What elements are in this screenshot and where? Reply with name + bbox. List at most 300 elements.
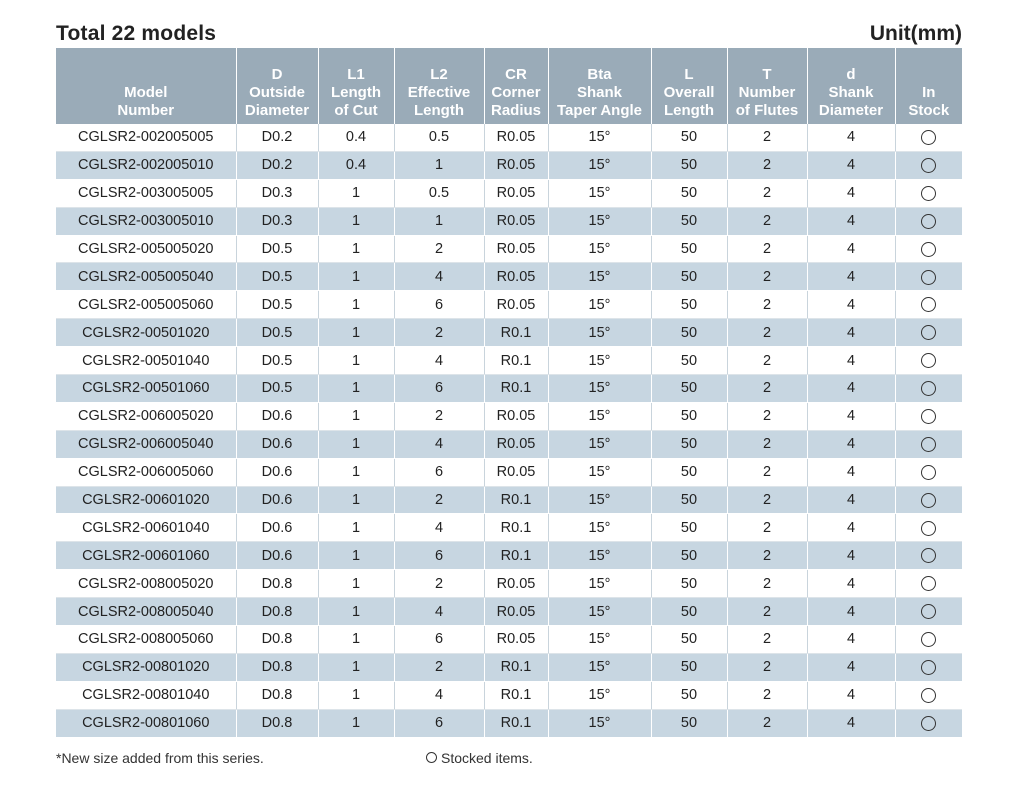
spec-cell: 2 bbox=[727, 263, 807, 291]
spec-cell: 2 bbox=[727, 681, 807, 709]
spec-cell: 2 bbox=[727, 319, 807, 347]
spec-cell: 50 bbox=[651, 514, 727, 542]
model-number-cell: CGLSR2-00501060 bbox=[56, 375, 236, 403]
in-stock-cell bbox=[895, 319, 962, 347]
column-header-line: In bbox=[922, 84, 936, 101]
spec-cell: 50 bbox=[651, 486, 727, 514]
table-row bbox=[56, 402, 962, 430]
spec-cell: 15° bbox=[548, 570, 651, 598]
spec-cell: 4 bbox=[807, 124, 895, 151]
spec-cell: 50 bbox=[651, 207, 727, 235]
spec-cell: 50 bbox=[651, 430, 727, 458]
spec-cell: 50 bbox=[651, 291, 727, 319]
spec-cell: 4 bbox=[807, 709, 895, 737]
open-circle-icon bbox=[921, 465, 936, 480]
spec-cell: 15° bbox=[548, 263, 651, 291]
spec-cell: 15° bbox=[548, 681, 651, 709]
spec-cell: 1 bbox=[318, 514, 394, 542]
spec-cell: 1 bbox=[318, 598, 394, 626]
spec-cell: D0.6 bbox=[236, 458, 318, 486]
spec-cell: 4 bbox=[807, 291, 895, 319]
column-header-line: Overall bbox=[663, 84, 715, 101]
table-row bbox=[56, 570, 962, 598]
in-stock-cell bbox=[895, 486, 962, 514]
model-spec-table bbox=[56, 48, 962, 738]
spec-cell: 1 bbox=[318, 542, 394, 570]
spec-cell: D0.6 bbox=[236, 486, 318, 514]
spec-cell: D0.6 bbox=[236, 542, 318, 570]
spec-cell: 2 bbox=[727, 430, 807, 458]
spec-cell: 50 bbox=[651, 375, 727, 403]
column-header bbox=[895, 48, 962, 124]
spec-cell: 15° bbox=[548, 486, 651, 514]
table-row bbox=[56, 375, 962, 403]
spec-cell: 4 bbox=[807, 542, 895, 570]
spec-cell: 1 bbox=[394, 207, 484, 235]
spec-cell: 0.5 bbox=[394, 179, 484, 207]
table-header-row bbox=[56, 48, 962, 124]
open-circle-icon bbox=[921, 325, 936, 340]
table-row bbox=[56, 542, 962, 570]
spec-cell: D0.2 bbox=[236, 124, 318, 151]
column-header-line: of Cut bbox=[334, 102, 378, 119]
column-header-line: Taper Angle bbox=[556, 102, 642, 119]
in-stock-cell bbox=[895, 430, 962, 458]
open-circle-icon bbox=[921, 270, 936, 285]
column-header-line: L1 bbox=[347, 66, 365, 83]
model-number-cell: CGLSR2-00801020 bbox=[56, 653, 236, 681]
spec-cell: 2 bbox=[727, 598, 807, 626]
spec-cell: D0.6 bbox=[236, 514, 318, 542]
in-stock-cell bbox=[895, 124, 962, 151]
spec-cell: 1 bbox=[318, 179, 394, 207]
spec-cell: 50 bbox=[651, 570, 727, 598]
spec-cell: 1 bbox=[318, 319, 394, 347]
spec-cell: 2 bbox=[394, 319, 484, 347]
footnote-stocked-text: Stocked items. bbox=[441, 749, 533, 766]
spec-cell: 50 bbox=[651, 626, 727, 654]
model-number-cell: CGLSR2-00601060 bbox=[56, 542, 236, 570]
spec-cell: 15° bbox=[548, 124, 651, 151]
spec-cell: 0.4 bbox=[318, 151, 394, 179]
open-circle-icon bbox=[921, 548, 936, 563]
open-circle-icon bbox=[921, 214, 936, 229]
in-stock-cell bbox=[895, 179, 962, 207]
spec-cell: 4 bbox=[807, 235, 895, 263]
spec-cell: R0.1 bbox=[484, 514, 548, 542]
spec-cell: R0.1 bbox=[484, 542, 548, 570]
in-stock-cell bbox=[895, 514, 962, 542]
column-header bbox=[56, 48, 236, 124]
in-stock-cell bbox=[895, 263, 962, 291]
model-number-cell: CGLSR2-006005060 bbox=[56, 458, 236, 486]
spec-cell: 2 bbox=[727, 486, 807, 514]
column-header-line: Radius bbox=[490, 102, 541, 119]
model-number-cell: CGLSR2-002005005 bbox=[56, 124, 236, 151]
column-header-line: T bbox=[762, 66, 772, 83]
open-circle-icon bbox=[921, 158, 936, 173]
table-row bbox=[56, 681, 962, 709]
spec-cell: D0.2 bbox=[236, 151, 318, 179]
model-number-cell: CGLSR2-00801040 bbox=[56, 681, 236, 709]
spec-cell: 6 bbox=[394, 375, 484, 403]
in-stock-cell bbox=[895, 458, 962, 486]
spec-cell: 2 bbox=[727, 291, 807, 319]
spec-cell: 4 bbox=[394, 514, 484, 542]
spec-cell: 1 bbox=[318, 709, 394, 737]
model-number-cell: CGLSR2-008005020 bbox=[56, 570, 236, 598]
spec-cell: 1 bbox=[318, 430, 394, 458]
spec-cell: 15° bbox=[548, 542, 651, 570]
column-header bbox=[548, 48, 651, 124]
spec-cell: 15° bbox=[548, 347, 651, 375]
model-number-cell: CGLSR2-006005040 bbox=[56, 430, 236, 458]
footnotes bbox=[56, 750, 962, 766]
column-header-line: Diameter bbox=[818, 102, 884, 119]
spec-cell: 50 bbox=[651, 402, 727, 430]
column-header-line: Number bbox=[117, 102, 175, 119]
open-circle-icon bbox=[921, 409, 936, 424]
spec-cell: 4 bbox=[807, 179, 895, 207]
in-stock-cell bbox=[895, 207, 962, 235]
spec-cell: 4 bbox=[807, 151, 895, 179]
spec-cell: 1 bbox=[318, 570, 394, 598]
spec-cell: D0.5 bbox=[236, 319, 318, 347]
spec-cell: 50 bbox=[651, 347, 727, 375]
model-number-cell: CGLSR2-006005020 bbox=[56, 402, 236, 430]
model-number-cell: CGLSR2-00801060 bbox=[56, 709, 236, 737]
spec-cell: 2 bbox=[394, 653, 484, 681]
table-row bbox=[56, 235, 962, 263]
spec-cell: 2 bbox=[727, 458, 807, 486]
spec-cell: 1 bbox=[318, 486, 394, 514]
table-row bbox=[56, 263, 962, 291]
spec-cell: 15° bbox=[548, 626, 651, 654]
column-header-line: Length bbox=[664, 102, 714, 119]
spec-cell: 4 bbox=[807, 319, 895, 347]
spec-cell: 15° bbox=[548, 291, 651, 319]
spec-cell: D0.6 bbox=[236, 402, 318, 430]
open-circle-icon bbox=[921, 437, 936, 452]
spec-cell: R0.05 bbox=[484, 626, 548, 654]
table-row bbox=[56, 486, 962, 514]
open-circle-icon bbox=[921, 130, 936, 145]
column-header-line: L2 bbox=[430, 66, 448, 83]
open-circle-icon bbox=[921, 493, 936, 508]
spec-cell: 4 bbox=[807, 570, 895, 598]
table-row bbox=[56, 179, 962, 207]
column-header-line: Model bbox=[124, 84, 168, 101]
spec-cell: 50 bbox=[651, 179, 727, 207]
spec-cell: 4 bbox=[807, 263, 895, 291]
spec-cell: 4 bbox=[807, 430, 895, 458]
spec-cell: 15° bbox=[548, 514, 651, 542]
spec-cell: 50 bbox=[651, 124, 727, 151]
spec-cell: 1 bbox=[318, 347, 394, 375]
spec-cell: 4 bbox=[807, 626, 895, 654]
spec-cell: 6 bbox=[394, 626, 484, 654]
spec-cell: 2 bbox=[727, 402, 807, 430]
spec-cell: R0.1 bbox=[484, 681, 548, 709]
column-header bbox=[236, 48, 318, 124]
footnote-new-size: *New size added from this series. bbox=[56, 749, 264, 766]
table-row bbox=[56, 514, 962, 542]
spec-cell: 2 bbox=[727, 653, 807, 681]
in-stock-cell bbox=[895, 653, 962, 681]
in-stock-cell bbox=[895, 402, 962, 430]
open-circle-icon bbox=[921, 381, 936, 396]
spec-cell: 4 bbox=[394, 681, 484, 709]
column-header-line: Length bbox=[414, 102, 464, 119]
open-circle-icon bbox=[921, 716, 936, 731]
column-header-line bbox=[897, 66, 962, 84]
table-row bbox=[56, 151, 962, 179]
model-number-cell: CGLSR2-00501020 bbox=[56, 319, 236, 347]
spec-cell: 15° bbox=[548, 430, 651, 458]
spec-cell: 2 bbox=[394, 570, 484, 598]
spec-cell: 50 bbox=[651, 542, 727, 570]
model-number-cell: CGLSR2-002005010 bbox=[56, 151, 236, 179]
spec-cell: 4 bbox=[807, 402, 895, 430]
spec-cell: 4 bbox=[807, 207, 895, 235]
spec-cell: 50 bbox=[651, 653, 727, 681]
in-stock-cell bbox=[895, 151, 962, 179]
spec-cell: D0.5 bbox=[236, 291, 318, 319]
spec-cell: D0.5 bbox=[236, 375, 318, 403]
model-number-cell: CGLSR2-003005010 bbox=[56, 207, 236, 235]
spec-cell: 6 bbox=[394, 709, 484, 737]
spec-cell: 15° bbox=[548, 319, 651, 347]
open-circle-icon bbox=[921, 688, 936, 703]
column-header-line: Outside bbox=[249, 84, 305, 101]
spec-cell: R0.1 bbox=[484, 375, 548, 403]
spec-cell: D0.8 bbox=[236, 709, 318, 737]
spec-cell: 1 bbox=[318, 375, 394, 403]
open-circle-icon bbox=[921, 186, 936, 201]
spec-cell: R0.05 bbox=[484, 291, 548, 319]
column-header-line: Number bbox=[738, 84, 796, 101]
spec-cell: 15° bbox=[548, 207, 651, 235]
spec-cell: 50 bbox=[651, 681, 727, 709]
table-row bbox=[56, 124, 962, 151]
model-number-cell: CGLSR2-00601040 bbox=[56, 514, 236, 542]
spec-cell: R0.05 bbox=[484, 207, 548, 235]
in-stock-cell bbox=[895, 291, 962, 319]
footnote-stocked bbox=[426, 750, 533, 766]
spec-cell: 4 bbox=[807, 514, 895, 542]
spec-cell: 2 bbox=[727, 235, 807, 263]
spec-cell: 4 bbox=[807, 653, 895, 681]
in-stock-cell bbox=[895, 235, 962, 263]
column-header-line: Effective bbox=[407, 84, 471, 101]
spec-cell: R0.1 bbox=[484, 319, 548, 347]
open-circle-icon bbox=[921, 660, 936, 675]
column-header bbox=[318, 48, 394, 124]
spec-cell: 50 bbox=[651, 458, 727, 486]
model-number-cell: CGLSR2-00501040 bbox=[56, 347, 236, 375]
spec-cell: 15° bbox=[548, 458, 651, 486]
spec-cell: R0.05 bbox=[484, 402, 548, 430]
spec-cell: D0.3 bbox=[236, 179, 318, 207]
spec-cell: R0.1 bbox=[484, 347, 548, 375]
spec-cell: 2 bbox=[727, 151, 807, 179]
spec-cell: R0.05 bbox=[484, 458, 548, 486]
spec-cell: R0.05 bbox=[484, 598, 548, 626]
spec-cell: 15° bbox=[548, 709, 651, 737]
spec-cell: 1 bbox=[318, 263, 394, 291]
spec-cell: D0.8 bbox=[236, 681, 318, 709]
model-number-cell: CGLSR2-00601020 bbox=[56, 486, 236, 514]
spec-cell: R0.1 bbox=[484, 653, 548, 681]
spec-cell: D0.5 bbox=[236, 347, 318, 375]
column-header-line: CR bbox=[505, 66, 527, 83]
page-title: Total 22 models bbox=[56, 22, 217, 45]
column-header-line: D bbox=[271, 66, 283, 83]
column-header-line: of Flutes bbox=[735, 102, 799, 119]
spec-cell: 2 bbox=[394, 235, 484, 263]
spec-cell: 15° bbox=[548, 375, 651, 403]
spec-cell: 2 bbox=[727, 709, 807, 737]
column-header bbox=[394, 48, 484, 124]
column-header-line: Shank bbox=[828, 84, 874, 101]
open-circle-icon bbox=[921, 632, 936, 647]
table-body bbox=[56, 124, 962, 737]
spec-cell: 1 bbox=[394, 151, 484, 179]
spec-cell: D0.8 bbox=[236, 598, 318, 626]
in-stock-cell bbox=[895, 709, 962, 737]
model-number-cell: CGLSR2-005005040 bbox=[56, 263, 236, 291]
spec-cell: D0.5 bbox=[236, 263, 318, 291]
spec-cell: R0.05 bbox=[484, 430, 548, 458]
model-number-cell: CGLSR2-005005060 bbox=[56, 291, 236, 319]
spec-cell: 0.5 bbox=[394, 124, 484, 151]
table-row bbox=[56, 347, 962, 375]
spec-cell: R0.05 bbox=[484, 570, 548, 598]
table-row bbox=[56, 430, 962, 458]
spec-cell: 2 bbox=[394, 402, 484, 430]
spec-cell: 1 bbox=[318, 402, 394, 430]
spec-cell: R0.05 bbox=[484, 179, 548, 207]
spec-cell: 2 bbox=[727, 570, 807, 598]
spec-cell: R0.05 bbox=[484, 124, 548, 151]
spec-cell: 15° bbox=[548, 179, 651, 207]
in-stock-cell bbox=[895, 626, 962, 654]
table-row bbox=[56, 458, 962, 486]
column-header-line bbox=[57, 66, 235, 84]
in-stock-cell bbox=[895, 681, 962, 709]
spec-cell: 15° bbox=[548, 402, 651, 430]
spec-cell: 1 bbox=[318, 681, 394, 709]
open-circle-icon bbox=[921, 297, 936, 312]
table-row bbox=[56, 626, 962, 654]
spec-cell: 4 bbox=[807, 681, 895, 709]
spec-cell: R0.05 bbox=[484, 151, 548, 179]
spec-cell: 1 bbox=[318, 207, 394, 235]
spec-cell: 50 bbox=[651, 709, 727, 737]
spec-cell: 2 bbox=[727, 375, 807, 403]
open-circle-icon bbox=[921, 242, 936, 257]
column-header-line: Shank bbox=[576, 84, 622, 101]
spec-cell: 2 bbox=[394, 486, 484, 514]
spec-cell: 6 bbox=[394, 542, 484, 570]
table-row bbox=[56, 291, 962, 319]
model-number-cell: CGLSR2-005005020 bbox=[56, 235, 236, 263]
spec-cell: 1 bbox=[318, 458, 394, 486]
spec-cell: 50 bbox=[651, 235, 727, 263]
in-stock-cell bbox=[895, 598, 962, 626]
table-row bbox=[56, 709, 962, 737]
spec-cell: 4 bbox=[394, 598, 484, 626]
spec-cell: 4 bbox=[807, 598, 895, 626]
column-header-line: Corner bbox=[491, 84, 541, 101]
spec-cell: R0.05 bbox=[484, 235, 548, 263]
spec-cell: 4 bbox=[394, 347, 484, 375]
table-row bbox=[56, 319, 962, 347]
column-header bbox=[727, 48, 807, 124]
spec-cell: 4 bbox=[394, 430, 484, 458]
spec-cell: 2 bbox=[727, 124, 807, 151]
spec-cell: 2 bbox=[727, 179, 807, 207]
spec-cell: D0.6 bbox=[236, 430, 318, 458]
spec-cell: 4 bbox=[394, 263, 484, 291]
in-stock-cell bbox=[895, 347, 962, 375]
spec-cell: D0.8 bbox=[236, 653, 318, 681]
spec-cell: 2 bbox=[727, 514, 807, 542]
spec-cell: 15° bbox=[548, 235, 651, 263]
spec-cell: 15° bbox=[548, 598, 651, 626]
in-stock-cell bbox=[895, 375, 962, 403]
open-circle-icon bbox=[921, 353, 936, 368]
spec-cell: 1 bbox=[318, 235, 394, 263]
table-row bbox=[56, 653, 962, 681]
spec-cell: 50 bbox=[651, 598, 727, 626]
open-circle-icon bbox=[426, 752, 437, 763]
spec-cell: R0.1 bbox=[484, 709, 548, 737]
spec-cell: 6 bbox=[394, 458, 484, 486]
model-number-cell: CGLSR2-008005060 bbox=[56, 626, 236, 654]
spec-cell: 15° bbox=[548, 151, 651, 179]
spec-cell: 15° bbox=[548, 653, 651, 681]
spec-cell: 4 bbox=[807, 486, 895, 514]
table-heading-row bbox=[56, 16, 962, 46]
spec-cell: 2 bbox=[727, 347, 807, 375]
model-number-cell: CGLSR2-008005040 bbox=[56, 598, 236, 626]
spec-cell: 1 bbox=[318, 626, 394, 654]
table-row bbox=[56, 207, 962, 235]
open-circle-icon bbox=[921, 521, 936, 536]
column-header-line: d bbox=[846, 66, 856, 83]
column-header-line: Diameter bbox=[244, 102, 310, 119]
spec-cell: 4 bbox=[807, 375, 895, 403]
open-circle-icon bbox=[921, 604, 936, 619]
spec-cell: 50 bbox=[651, 263, 727, 291]
column-header-line: Length bbox=[331, 84, 381, 101]
spec-cell: 4 bbox=[807, 458, 895, 486]
in-stock-cell bbox=[895, 570, 962, 598]
column-header bbox=[484, 48, 548, 124]
spec-cell: 50 bbox=[651, 151, 727, 179]
spec-cell: R0.05 bbox=[484, 263, 548, 291]
spec-cell: 1 bbox=[318, 291, 394, 319]
column-header bbox=[651, 48, 727, 124]
unit-label: Unit(mm) bbox=[869, 22, 962, 45]
spec-cell: D0.8 bbox=[236, 570, 318, 598]
spec-cell: 50 bbox=[651, 319, 727, 347]
in-stock-cell bbox=[895, 542, 962, 570]
spec-cell: D0.8 bbox=[236, 626, 318, 654]
spec-cell: 2 bbox=[727, 207, 807, 235]
open-circle-icon bbox=[921, 576, 936, 591]
